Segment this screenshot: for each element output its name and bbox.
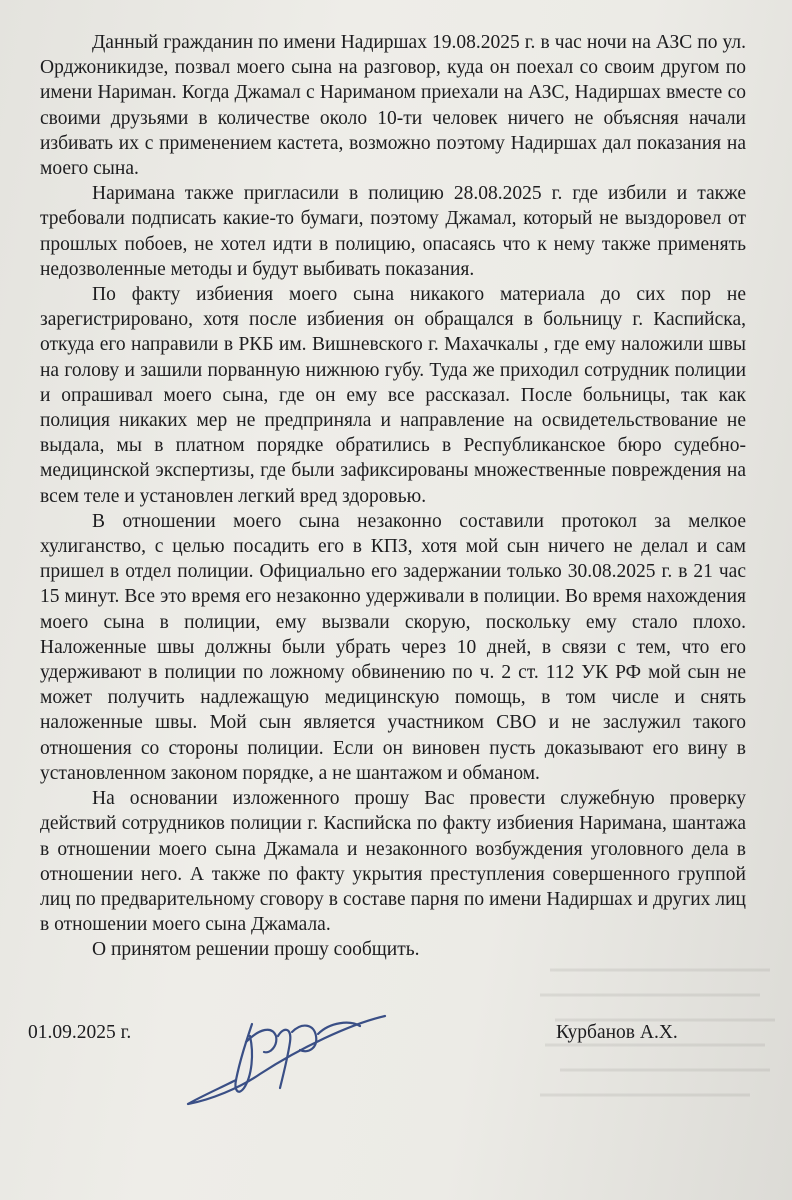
paragraph-6: О принятом решении прошу сообщить. [92,939,420,961]
paragraph-5: На основании изложенного прошу Вас провести служебную проверку действий сотрудников полиции г. Каспийска по факту избиения Наримана, шантажа в отношении моего сына Джамала и незаконного возбуждения уголовного дела в отношении него. А также по факту укрытия преступления совершенного группой лиц по предварительному сговору в составе парня по имени Надиршах и других лиц в отношении моего сына Джамала. [40,788,746,936]
reverse-side-bleed-through [540,960,780,1130]
document-date: 01.09.2025 г. [28,1022,132,1043]
signatory-name: Курбанов А.Х. [556,1022,678,1043]
paragraph-3: По факту избиения моего сына никакого материала до сих пор не зарегистрировано, хотя после избиения он обращался в больницу г. Каспийска, откуда его направили в РКБ им. Вишневского г. Махачкалы , где ему наложили швы на голову и зашили порванную нижнюю губу. Туда же приходил сотрудник полиции и опрашивал моего сына, где он ему все рассказал. После больницы, так как полиция никаких мер не предприняла и направление на освидетельствование не выдала, мы в платном порядке обратились в Республиканское бюро судебно-медицинской экспертизы, где были зафиксированы множественные повреждения на всем теле и установлен легкий вред здоровью. [40,284,746,507]
handwritten-signature [180,1002,390,1112]
paragraph-4: В отношении моего сына незаконно составили протокол за мелкое хулиганство, с целью посадить его в КПЗ, хотя мой сын ничего не делал и сам пришел в отдел полиции. Официально его задержании только 30.08.2025 г. в 21 час 15 минут. Все это время его незаконно удерживали в полиции. Во время нахождения моего сына в полиции, ему вызвали скорую, поскольку ему стало плохо. Наложенные швы должны были убрать через 10 дней, в связи с тем, что его удерживают в полиции по ложному обвинению по ч. 2 ст. 112 УК РФ мой сын не может получить надлежащую медицинскую помощь, в том числе и снять наложенные швы. Мой сын является участником СВО и не заслужил такого отношения со стороны полиции. Если он виновен пусть доказывают его вину в установленном законом порядке, а не шантажом и обманом. [40,510,746,784]
paragraph-2: Наримана также пригласили в полицию 28.08.2025 г. где избили и также требовали подписать какие-то бумаги, поэтому Джамал, который не выздоровел от прошлых побоев, не хотел идти в полицию, опасаясь что к нему также применять недозволенные методы и будут выбивать показания. [40,183,746,280]
document-body [40,30,746,963]
paragraph-1: Данный гражданин по имени Надиршах 19.08.2025 г. в час ночи на АЗС по ул. Орджоникидзе, позвал моего сына на разговор, куда он поехал со своим другом по имени Нариман. Когда Джамал с Нариманом приехали на АЗС, Надиршах вместе со своими друзьями в количестве около 10-ти человек ничего не объясняя начали избивать их с применением кастета, возможно поэтому Надиршах дал показания на моего сына. [40,32,746,180]
